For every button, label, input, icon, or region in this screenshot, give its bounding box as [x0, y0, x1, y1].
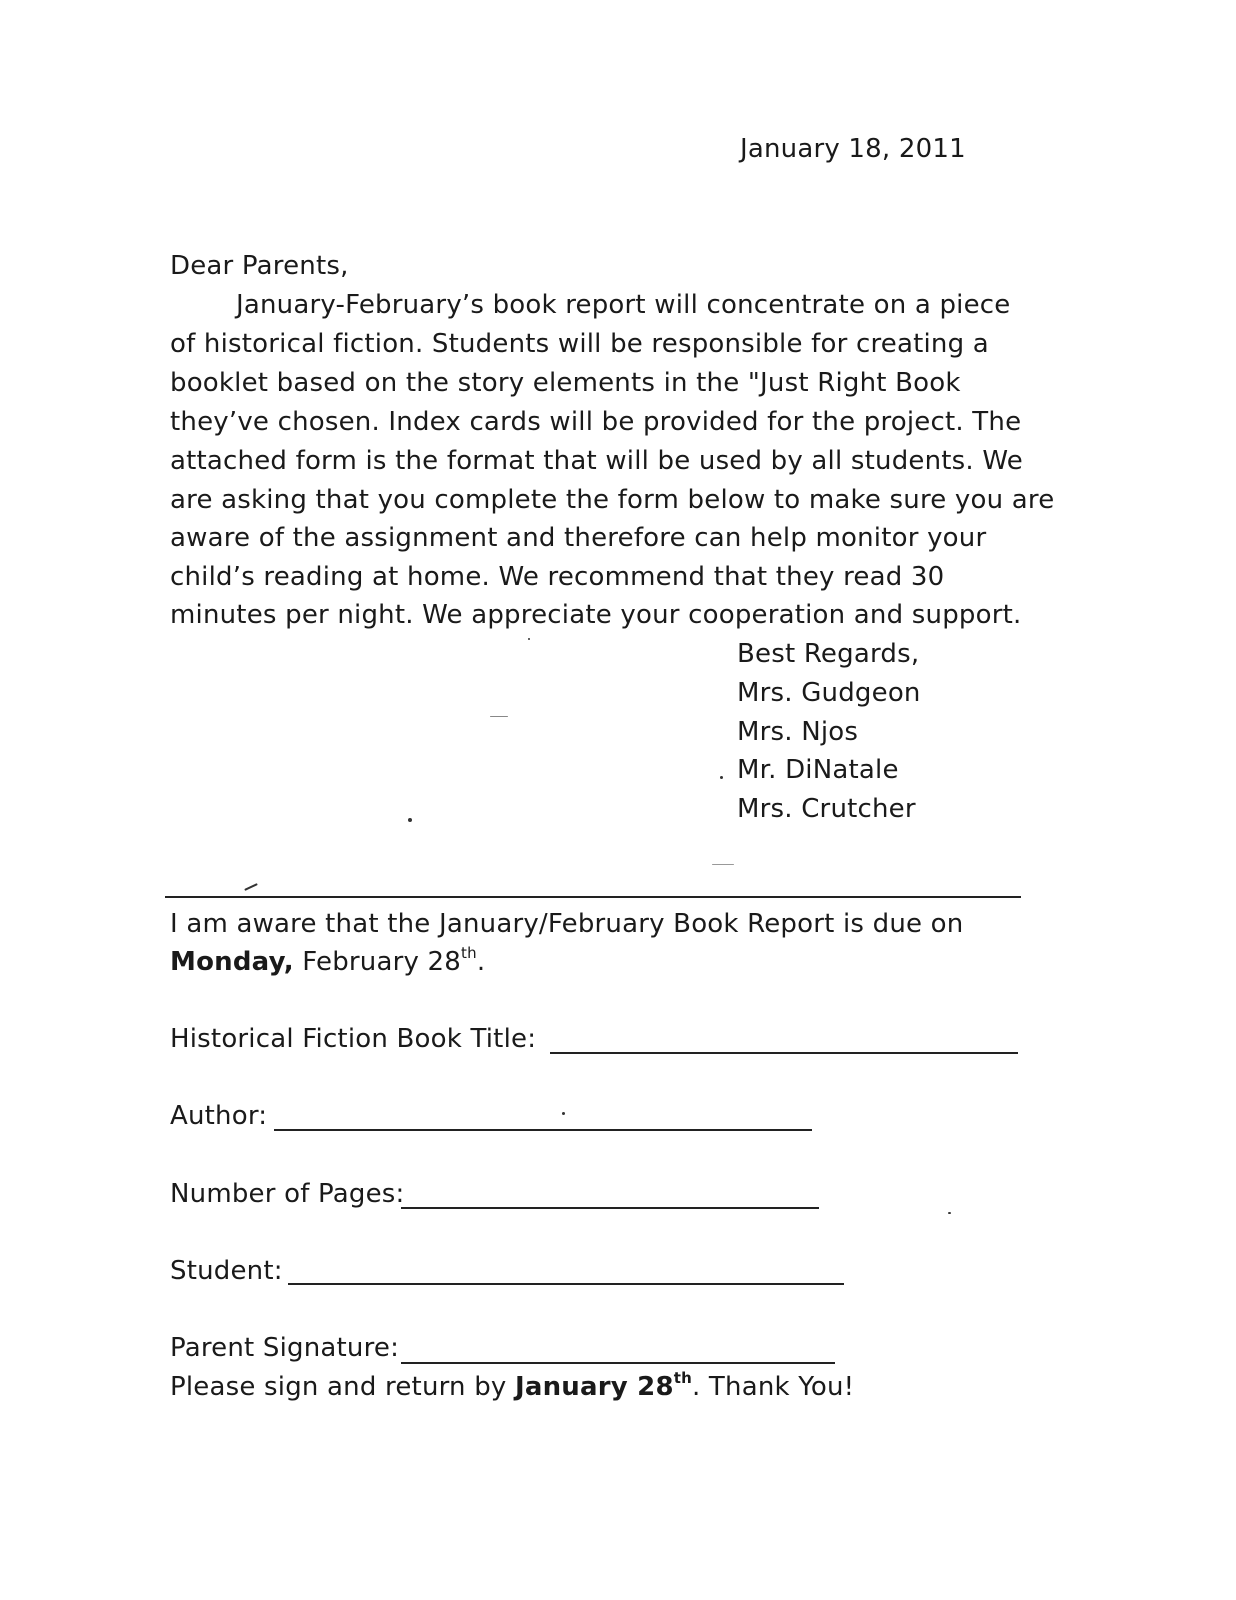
signature-label: Parent Signature:	[170, 1333, 400, 1363]
scan-mark	[490, 716, 508, 717]
signer-2: Mrs. Njos	[737, 717, 859, 747]
student-label: Student:	[170, 1256, 283, 1286]
closing: Best Regards,	[737, 639, 920, 669]
body-line-8: child’s reading at home. We recommend that they read 30	[170, 562, 945, 592]
scan-speck	[408, 818, 412, 822]
return-date: January 28	[514, 1372, 674, 1402]
body-line-3: booklet based on the story elements in the "Just Right Book	[170, 368, 961, 398]
book-title-field[interactable]	[550, 1052, 1018, 1054]
awareness-date: February 28	[302, 947, 462, 977]
body-line-6: are asking that you complete the form below to make sure you are	[170, 485, 1055, 515]
student-field[interactable]	[288, 1283, 844, 1285]
body-line-4: they’ve chosen. Index cards will be provided for the project. The	[170, 407, 1022, 437]
signer-1: Mrs. Gudgeon	[737, 678, 921, 708]
return-suffix: . Thank You!	[692, 1372, 855, 1402]
pages-label: Number of Pages:	[170, 1179, 405, 1209]
author-field[interactable]	[274, 1129, 812, 1131]
pages-field[interactable]	[401, 1207, 819, 1209]
signer-3: Mr. DiNatale	[737, 755, 899, 785]
scan-speck	[720, 776, 723, 779]
tear-off-divider	[165, 896, 1021, 898]
scan-mark	[712, 864, 734, 865]
return-date-suffix: th	[673, 1369, 692, 1387]
body-line-7: aware of the assignment and therefore can help monitor your	[170, 523, 987, 553]
scan-mark	[244, 883, 258, 891]
body-line-9: minutes per night. We appreciate your cooperation and support.	[170, 600, 1022, 630]
awareness-line-2	[170, 943, 485, 982]
return-instruction	[170, 1368, 854, 1407]
awareness-line-1: I am aware that the January/February Book Report is due on	[170, 909, 964, 939]
awareness-day: Monday,	[170, 947, 294, 977]
author-label: Author:	[170, 1101, 268, 1131]
body-line-2: of historical fiction. Students will be responsible for creating a	[170, 329, 989, 359]
letter-date: January 18, 2011	[740, 134, 966, 164]
body-line-5: attached form is the format that will be used by all students. We	[170, 446, 1023, 476]
scan-speck	[562, 1112, 565, 1115]
salutation: Dear Parents,	[170, 251, 349, 281]
scan-speck	[948, 1212, 951, 1214]
book-title-label: Historical Fiction Book Title:	[170, 1024, 537, 1054]
body-line-1: January-February’s book report will concentrate on a piece	[236, 290, 1011, 320]
awareness-end: .	[476, 947, 486, 977]
signature-field[interactable]	[401, 1362, 835, 1364]
scan-speck	[528, 638, 530, 640]
signer-4: Mrs. Crutcher	[737, 794, 916, 824]
return-prefix: Please sign and return by	[170, 1372, 515, 1402]
awareness-date-suffix: th	[461, 944, 477, 962]
